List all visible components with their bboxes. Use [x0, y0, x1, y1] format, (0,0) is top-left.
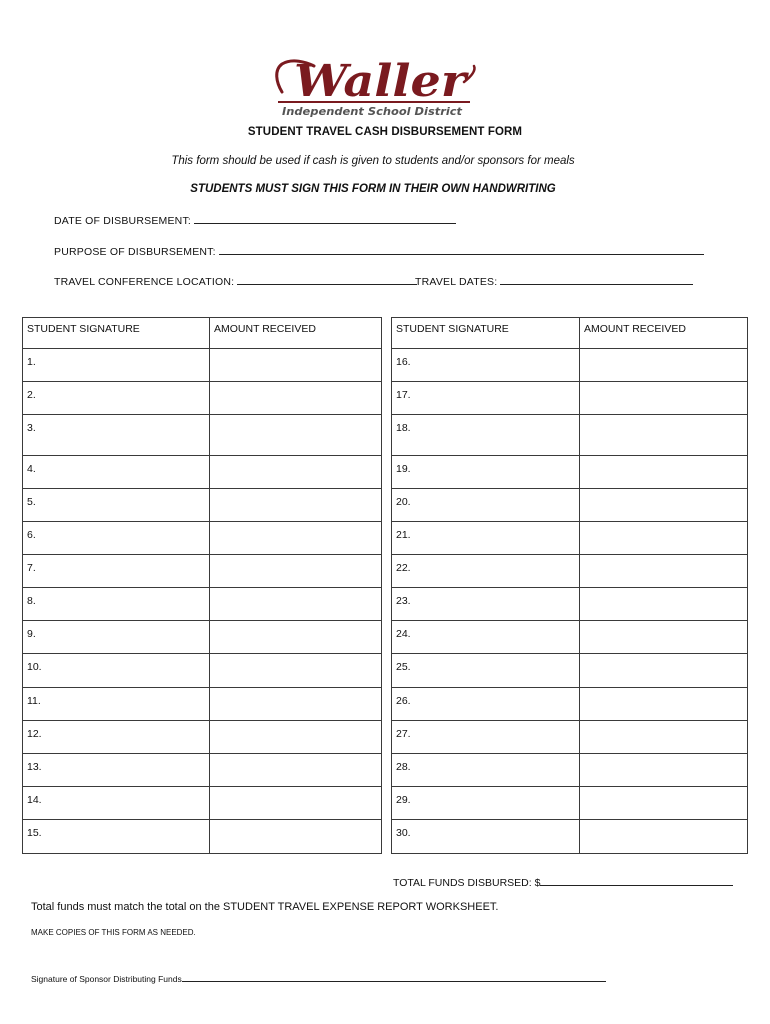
date-of-disbursement-label: DATE OF DISBURSEMENT: [54, 215, 192, 227]
logo-wordmark: Waller [294, 56, 470, 107]
student-signature-cell[interactable]: 2. [23, 382, 210, 415]
sponsor-signature-label: Signature of Sponsor Distributing Funds [31, 974, 182, 984]
make-copies-note: MAKE COPIES OF THIS FORM AS NEEDED. [31, 928, 196, 937]
student-signature-cell[interactable]: 4. [23, 456, 210, 489]
amount-received-cell[interactable] [210, 820, 382, 854]
column-gap [382, 382, 392, 415]
amount-received-cell[interactable] [210, 588, 382, 621]
table-row [23, 349, 748, 382]
column-gap [382, 349, 392, 382]
student-signature-cell[interactable]: 7. [23, 555, 210, 588]
column-gap [382, 820, 392, 854]
amount-received-cell[interactable] [580, 456, 748, 489]
total-funds-line[interactable] [540, 874, 733, 886]
amount-received-cell[interactable] [580, 489, 748, 522]
amount-received-cell[interactable] [580, 820, 748, 854]
column-gap [382, 754, 392, 787]
amount-received-cell[interactable] [210, 654, 382, 688]
total-funds-field[interactable] [393, 874, 733, 889]
student-signature-cell[interactable]: 24. [392, 621, 580, 654]
student-signature-cell[interactable]: 12. [23, 721, 210, 754]
amount-received-cell[interactable] [210, 621, 382, 654]
column-gap [382, 318, 392, 349]
column-gap [382, 721, 392, 754]
amount-received-cell[interactable] [210, 415, 382, 456]
amount-received-cell[interactable] [210, 349, 382, 382]
waller-isd-logo [268, 52, 480, 120]
signature-table [22, 317, 748, 854]
column-gap [382, 688, 392, 721]
amount-received-cell[interactable] [580, 654, 748, 688]
sponsor-signature-field[interactable] [31, 972, 606, 984]
amount-received-cell[interactable] [580, 555, 748, 588]
table-row [23, 456, 748, 489]
table-row [23, 522, 748, 555]
table-row [23, 654, 748, 688]
form-title: STUDENT TRAVEL CASH DISBURSEMENT FORM [247, 126, 523, 138]
table-row [23, 787, 748, 820]
column-gap [382, 787, 392, 820]
table-header-row [23, 318, 748, 349]
column-gap [382, 489, 392, 522]
amount-received-cell[interactable] [580, 588, 748, 621]
student-signature-cell[interactable]: 21. [392, 522, 580, 555]
signature-warning: STUDENTS MUST SIGN THIS FORM IN THEIR OWN HANDWRITING [190, 183, 556, 195]
amount-received-cell[interactable] [210, 382, 382, 415]
total-funds-label: TOTAL FUNDS DISBURSED: $ [393, 877, 541, 889]
amount-received-cell[interactable] [580, 522, 748, 555]
student-signature-cell[interactable]: 29. [392, 787, 580, 820]
header-student-signature-left: STUDENT SIGNATURE [23, 318, 210, 349]
table-row [23, 489, 748, 522]
travel-dates-label: TRAVEL DATES: [415, 276, 498, 288]
table-row [23, 555, 748, 588]
student-signature-cell[interactable]: 5. [23, 489, 210, 522]
amount-received-cell[interactable] [210, 754, 382, 787]
travel-location-line[interactable] [237, 273, 417, 285]
student-signature-cell[interactable]: 15. [23, 820, 210, 854]
student-signature-cell[interactable]: 6. [23, 522, 210, 555]
student-signature-cell[interactable]: 17. [392, 382, 580, 415]
student-signature-cell[interactable]: 30. [392, 820, 580, 854]
column-gap [382, 654, 392, 688]
student-signature-cell[interactable]: 28. [392, 754, 580, 787]
amount-received-cell[interactable] [580, 382, 748, 415]
amount-received-cell[interactable] [580, 621, 748, 654]
amount-received-cell[interactable] [210, 489, 382, 522]
student-signature-cell[interactable]: 11. [23, 688, 210, 721]
table-row [23, 721, 748, 754]
column-gap [382, 522, 392, 555]
purpose-of-disbursement-line[interactable] [219, 243, 704, 255]
header-amount-received-left: AMOUNT RECEIVED [210, 318, 382, 349]
student-signature-cell[interactable]: 16. [392, 349, 580, 382]
column-gap [382, 555, 392, 588]
total-match-note: Total funds must match the total on the STUDENT TRAVEL EXPENSE REPORT WORKSHEET. [31, 901, 499, 913]
table-row [23, 588, 748, 621]
column-gap [382, 456, 392, 489]
logo-tagline: Independent School District [282, 105, 463, 118]
amount-received-cell[interactable] [210, 522, 382, 555]
amount-received-cell[interactable] [580, 415, 748, 456]
student-signature-cell[interactable]: 22. [392, 555, 580, 588]
amount-received-cell[interactable] [580, 349, 748, 382]
student-signature-cell[interactable]: 9. [23, 621, 210, 654]
amount-received-cell[interactable] [580, 754, 748, 787]
amount-received-cell[interactable] [580, 688, 748, 721]
student-signature-cell[interactable]: 26. [392, 688, 580, 721]
table-row [23, 382, 748, 415]
student-signature-cell[interactable]: 27. [392, 721, 580, 754]
purpose-of-disbursement-field[interactable] [54, 243, 704, 258]
travel-location-field[interactable] [54, 273, 417, 288]
table-row [23, 688, 748, 721]
student-signature-cell[interactable]: 3. [23, 415, 210, 456]
header-amount-received-right: AMOUNT RECEIVED [580, 318, 748, 349]
amount-received-cell[interactable] [580, 721, 748, 754]
table-row [23, 621, 748, 654]
amount-received-cell[interactable] [210, 787, 382, 820]
student-signature-cell[interactable]: 10. [23, 654, 210, 688]
travel-dates-field[interactable] [415, 273, 693, 288]
table-row [23, 415, 748, 456]
travel-location-label: TRAVEL CONFERENCE LOCATION: [54, 276, 235, 288]
date-of-disbursement-line[interactable] [194, 212, 456, 224]
student-signature-cell[interactable]: 1. [23, 349, 210, 382]
form-subtitle: This form should be used if cash is given to students and/or sponsors for meals [171, 155, 575, 167]
student-signature-cell[interactable]: 13. [23, 754, 210, 787]
student-signature-cell[interactable]: 25. [392, 654, 580, 688]
column-gap [382, 588, 392, 621]
student-signature-cell[interactable]: 23. [392, 588, 580, 621]
amount-received-cell[interactable] [210, 688, 382, 721]
amount-received-cell[interactable] [580, 787, 748, 820]
header-student-signature-right: STUDENT SIGNATURE [392, 318, 580, 349]
amount-received-cell[interactable] [210, 721, 382, 754]
table-row [23, 754, 748, 787]
column-gap [382, 621, 392, 654]
amount-received-cell[interactable] [210, 456, 382, 489]
travel-dates-line[interactable] [500, 273, 693, 285]
amount-received-cell[interactable] [210, 555, 382, 588]
student-signature-cell[interactable]: 20. [392, 489, 580, 522]
column-gap [382, 415, 392, 456]
table-row [23, 820, 748, 854]
date-of-disbursement-field[interactable] [54, 212, 456, 227]
student-signature-cell[interactable]: 14. [23, 787, 210, 820]
student-signature-cell[interactable]: 8. [23, 588, 210, 621]
sponsor-signature-line[interactable] [182, 972, 606, 982]
student-signature-cell[interactable]: 18. [392, 415, 580, 456]
student-signature-cell[interactable]: 19. [392, 456, 580, 489]
purpose-of-disbursement-label: PURPOSE OF DISBURSEMENT: [54, 246, 216, 258]
